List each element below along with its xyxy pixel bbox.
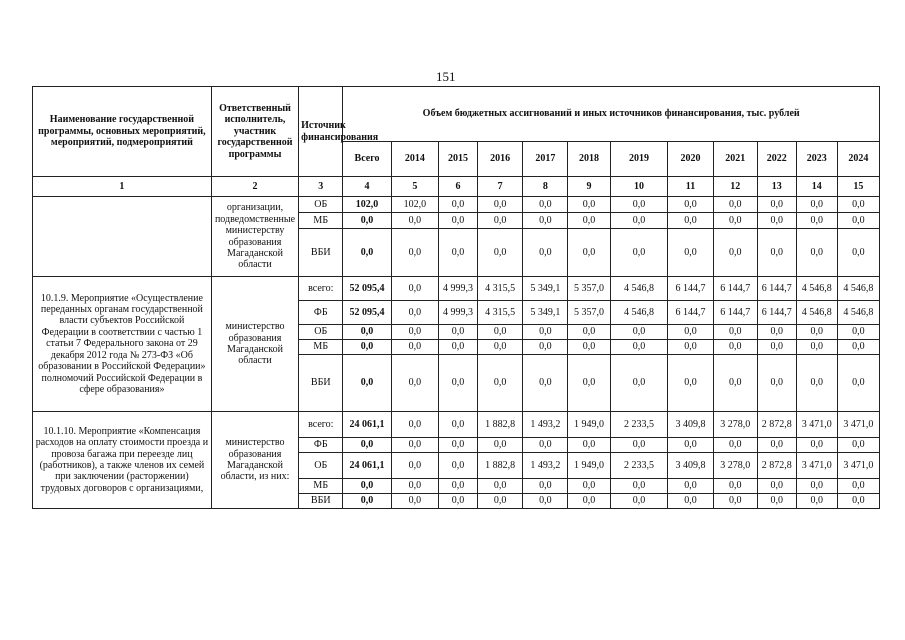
year-value: 0,0 <box>391 494 438 509</box>
year-value: 0,0 <box>439 355 478 412</box>
year-value: 0,0 <box>796 355 837 412</box>
total-value: 0,0 <box>343 494 391 509</box>
year-value: 0,0 <box>713 213 757 229</box>
year-value: 0,0 <box>523 340 568 355</box>
total-value: 0,0 <box>343 213 391 229</box>
header-year: 2021 <box>713 142 757 177</box>
funding-source: всего: <box>299 277 343 301</box>
year-value: 0,0 <box>391 355 438 412</box>
year-value: 3 471,0 <box>796 453 837 479</box>
year-value: 2 872,8 <box>757 453 796 479</box>
header-total: Всего <box>343 142 391 177</box>
total-value: 24 061,1 <box>343 412 391 438</box>
header-year: 2023 <box>796 142 837 177</box>
column-number: 5 <box>391 177 438 197</box>
budget-table <box>32 86 880 509</box>
year-value: 6 144,7 <box>713 277 757 301</box>
column-number: 6 <box>439 177 478 197</box>
header-year: 2015 <box>439 142 478 177</box>
year-value: 0,0 <box>478 197 523 213</box>
total-value: 0,0 <box>343 479 391 494</box>
year-value: 0,0 <box>610 213 668 229</box>
column-number: 4 <box>343 177 391 197</box>
header-year: 2022 <box>757 142 796 177</box>
year-value: 6 144,7 <box>668 301 713 325</box>
header-year: 2019 <box>610 142 668 177</box>
year-value: 0,0 <box>796 325 837 340</box>
page-number: 151 <box>436 69 456 84</box>
year-value: 6 144,7 <box>757 277 796 301</box>
total-value: 24 061,1 <box>343 453 391 479</box>
program-name-cell <box>33 197 212 277</box>
year-value: 0,0 <box>837 355 879 412</box>
year-value: 6 144,7 <box>668 277 713 301</box>
responsible-executor: министерство образования Магаданской области <box>211 277 298 412</box>
year-value: 0,0 <box>523 229 568 277</box>
year-value: 0,0 <box>757 197 796 213</box>
year-value: 0,0 <box>668 340 713 355</box>
year-value: 0,0 <box>713 197 757 213</box>
year-value: 3 278,0 <box>713 453 757 479</box>
year-value: 0,0 <box>668 494 713 509</box>
total-value: 102,0 <box>343 197 391 213</box>
header-source: Источник финансирования <box>299 87 343 177</box>
year-value: 3 471,0 <box>837 453 879 479</box>
total-value: 0,0 <box>343 438 391 453</box>
year-value: 0,0 <box>523 213 568 229</box>
year-value: 0,0 <box>439 479 478 494</box>
year-value: 1 493,2 <box>523 412 568 438</box>
year-value: 0,0 <box>757 494 796 509</box>
year-value: 0,0 <box>391 301 438 325</box>
header-year: 2014 <box>391 142 438 177</box>
funding-source: ФБ <box>299 301 343 325</box>
year-value: 5 357,0 <box>568 277 610 301</box>
column-number: 10 <box>610 177 668 197</box>
year-value: 1 882,8 <box>478 412 523 438</box>
column-number: 2 <box>211 177 298 197</box>
total-value: 0,0 <box>343 355 391 412</box>
year-value: 0,0 <box>713 340 757 355</box>
year-value: 0,0 <box>439 438 478 453</box>
year-value: 0,0 <box>796 197 837 213</box>
year-value: 0,0 <box>668 479 713 494</box>
year-value: 102,0 <box>391 197 438 213</box>
funding-source: ВБИ <box>299 494 343 509</box>
year-value: 5 349,1 <box>523 277 568 301</box>
year-value: 0,0 <box>439 453 478 479</box>
year-value: 4 546,8 <box>610 301 668 325</box>
funding-source: МБ <box>299 340 343 355</box>
year-value: 3 278,0 <box>713 412 757 438</box>
year-value: 1 882,8 <box>478 453 523 479</box>
measure-name: 10.1.9. Мероприятие «Осуществление переданных органам государственной власти субъектов Российской Федерации в соответствии с частью 1 статьи 7 Федерального закона от 29 декабря 2012 года № 273-ФЗ «Об образовании в Российской Федерации» полномочий Российской Федерации в сфере образования» <box>33 277 212 412</box>
header-name: Наименование государственной программы, основных мероприятий, мероприятий, подмероприятий <box>33 87 212 177</box>
measure-name: 10.1.10. Мероприятие «Компенсация расходов на оплату стоимости проезда и провоза багажа при переезде лиц (работников), а также членов их семей при заключении (расторжении) трудовых договоров с организациями, <box>33 412 212 509</box>
year-value: 0,0 <box>568 479 610 494</box>
year-value: 0,0 <box>837 479 879 494</box>
year-value: 0,0 <box>439 340 478 355</box>
year-value: 0,0 <box>568 197 610 213</box>
funding-source: ОБ <box>299 453 343 479</box>
year-value: 4 315,5 <box>478 277 523 301</box>
year-value: 0,0 <box>439 197 478 213</box>
year-value: 0,0 <box>796 438 837 453</box>
year-value: 0,0 <box>796 479 837 494</box>
year-value: 3 409,8 <box>668 453 713 479</box>
year-value: 0,0 <box>478 494 523 509</box>
year-value: 0,0 <box>668 438 713 453</box>
table-row <box>33 277 880 301</box>
column-number: 8 <box>523 177 568 197</box>
funding-source: ВБИ <box>299 355 343 412</box>
year-value: 4 546,8 <box>837 277 879 301</box>
year-value: 0,0 <box>391 479 438 494</box>
year-value: 0,0 <box>610 229 668 277</box>
year-value: 0,0 <box>713 494 757 509</box>
column-number: 14 <box>796 177 837 197</box>
funding-source: МБ <box>299 213 343 229</box>
year-value: 0,0 <box>439 412 478 438</box>
responsible-executor: организации, подведомственные министерству образования Магаданской области <box>211 197 298 277</box>
year-value: 0,0 <box>523 197 568 213</box>
year-value: 0,0 <box>610 438 668 453</box>
year-value: 0,0 <box>478 213 523 229</box>
year-value: 0,0 <box>610 479 668 494</box>
year-value: 4 546,8 <box>610 277 668 301</box>
total-value: 52 095,4 <box>343 301 391 325</box>
year-value: 0,0 <box>757 479 796 494</box>
year-value: 0,0 <box>478 355 523 412</box>
funding-source: всего: <box>299 412 343 438</box>
year-value: 4 546,8 <box>837 301 879 325</box>
funding-source: ВБИ <box>299 229 343 277</box>
year-value: 0,0 <box>713 325 757 340</box>
column-number: 1 <box>33 177 212 197</box>
year-value: 0,0 <box>668 325 713 340</box>
total-value: 0,0 <box>343 340 391 355</box>
year-value: 5 357,0 <box>568 301 610 325</box>
year-value: 0,0 <box>796 494 837 509</box>
year-value: 0,0 <box>391 453 438 479</box>
year-value: 0,0 <box>439 213 478 229</box>
year-value: 0,0 <box>713 479 757 494</box>
year-value: 2 872,8 <box>757 412 796 438</box>
year-value: 0,0 <box>391 213 438 229</box>
year-value: 0,0 <box>757 340 796 355</box>
year-value: 4 546,8 <box>796 277 837 301</box>
year-value: 1 493,2 <box>523 453 568 479</box>
year-value: 0,0 <box>568 325 610 340</box>
year-value: 0,0 <box>837 494 879 509</box>
year-value: 0,0 <box>610 340 668 355</box>
year-value: 0,0 <box>478 438 523 453</box>
year-value: 3 471,0 <box>796 412 837 438</box>
column-number: 13 <box>757 177 796 197</box>
funding-source: ФБ <box>299 438 343 453</box>
year-value: 0,0 <box>610 197 668 213</box>
year-value: 0,0 <box>713 229 757 277</box>
year-value: 0,0 <box>668 229 713 277</box>
year-value: 0,0 <box>757 213 796 229</box>
header-year: 2020 <box>668 142 713 177</box>
header-year: 2024 <box>837 142 879 177</box>
year-value: 0,0 <box>391 438 438 453</box>
column-number: 12 <box>713 177 757 197</box>
column-number: 15 <box>837 177 879 197</box>
year-value: 0,0 <box>523 479 568 494</box>
year-value: 6 144,7 <box>757 301 796 325</box>
year-value: 0,0 <box>796 340 837 355</box>
year-value: 0,0 <box>757 229 796 277</box>
total-value: 0,0 <box>343 325 391 340</box>
year-value: 0,0 <box>837 229 879 277</box>
year-value: 0,0 <box>391 340 438 355</box>
table-row <box>33 412 880 438</box>
year-value: 0,0 <box>610 494 668 509</box>
funding-source: ОБ <box>299 197 343 213</box>
header-volume: Объем бюджетных ассигнований и иных источников финансирования, тыс. рублей <box>343 87 880 142</box>
total-value: 0,0 <box>343 229 391 277</box>
year-value: 0,0 <box>523 494 568 509</box>
year-value: 1 949,0 <box>568 412 610 438</box>
year-value: 0,0 <box>523 325 568 340</box>
year-value: 0,0 <box>713 355 757 412</box>
total-value: 52 095,4 <box>343 277 391 301</box>
year-value: 0,0 <box>391 325 438 340</box>
year-value: 0,0 <box>668 197 713 213</box>
column-number: 9 <box>568 177 610 197</box>
year-value: 0,0 <box>439 325 478 340</box>
year-value: 5 349,1 <box>523 301 568 325</box>
column-number: 11 <box>668 177 713 197</box>
year-value: 0,0 <box>757 325 796 340</box>
year-value: 0,0 <box>568 355 610 412</box>
year-value: 4 999,3 <box>439 277 478 301</box>
year-value: 0,0 <box>391 229 438 277</box>
year-value: 4 546,8 <box>796 301 837 325</box>
year-value: 0,0 <box>568 494 610 509</box>
year-value: 0,0 <box>568 438 610 453</box>
year-value: 3 409,8 <box>668 412 713 438</box>
column-number-row <box>33 177 880 197</box>
year-value: 0,0 <box>478 340 523 355</box>
year-value: 0,0 <box>391 412 438 438</box>
year-value: 0,0 <box>837 340 879 355</box>
year-value: 0,0 <box>757 355 796 412</box>
year-value: 0,0 <box>439 494 478 509</box>
year-value: 0,0 <box>610 325 668 340</box>
year-value: 4 315,5 <box>478 301 523 325</box>
table-row <box>33 197 880 213</box>
year-value: 0,0 <box>568 229 610 277</box>
year-value: 0,0 <box>757 438 796 453</box>
year-value: 3 471,0 <box>837 412 879 438</box>
year-value: 0,0 <box>568 340 610 355</box>
year-value: 0,0 <box>837 213 879 229</box>
funding-source: ОБ <box>299 325 343 340</box>
header-year: 2016 <box>478 142 523 177</box>
year-value: 2 233,5 <box>610 412 668 438</box>
year-value: 0,0 <box>837 325 879 340</box>
year-value: 0,0 <box>668 355 713 412</box>
header-year: 2017 <box>523 142 568 177</box>
year-value: 0,0 <box>439 229 478 277</box>
year-value: 0,0 <box>523 355 568 412</box>
header-year: 2018 <box>568 142 610 177</box>
year-value: 0,0 <box>391 277 438 301</box>
year-value: 0,0 <box>568 213 610 229</box>
column-number: 3 <box>299 177 343 197</box>
year-value: 0,0 <box>713 438 757 453</box>
year-value: 0,0 <box>610 355 668 412</box>
responsible-executor: министерство образования Магаданской области, из них: <box>211 412 298 509</box>
header-responsible: Ответственный исполнитель, участник государственной программы <box>211 87 298 177</box>
year-value: 0,0 <box>668 213 713 229</box>
column-number: 7 <box>478 177 523 197</box>
year-value: 0,0 <box>478 229 523 277</box>
year-value: 0,0 <box>837 197 879 213</box>
year-value: 0,0 <box>796 229 837 277</box>
year-value: 4 999,3 <box>439 301 478 325</box>
year-value: 2 233,5 <box>610 453 668 479</box>
year-value: 0,0 <box>478 325 523 340</box>
year-value: 1 949,0 <box>568 453 610 479</box>
year-value: 0,0 <box>478 479 523 494</box>
year-value: 0,0 <box>796 213 837 229</box>
year-value: 0,0 <box>837 438 879 453</box>
year-value: 0,0 <box>523 438 568 453</box>
funding-source: МБ <box>299 479 343 494</box>
year-value: 6 144,7 <box>713 301 757 325</box>
